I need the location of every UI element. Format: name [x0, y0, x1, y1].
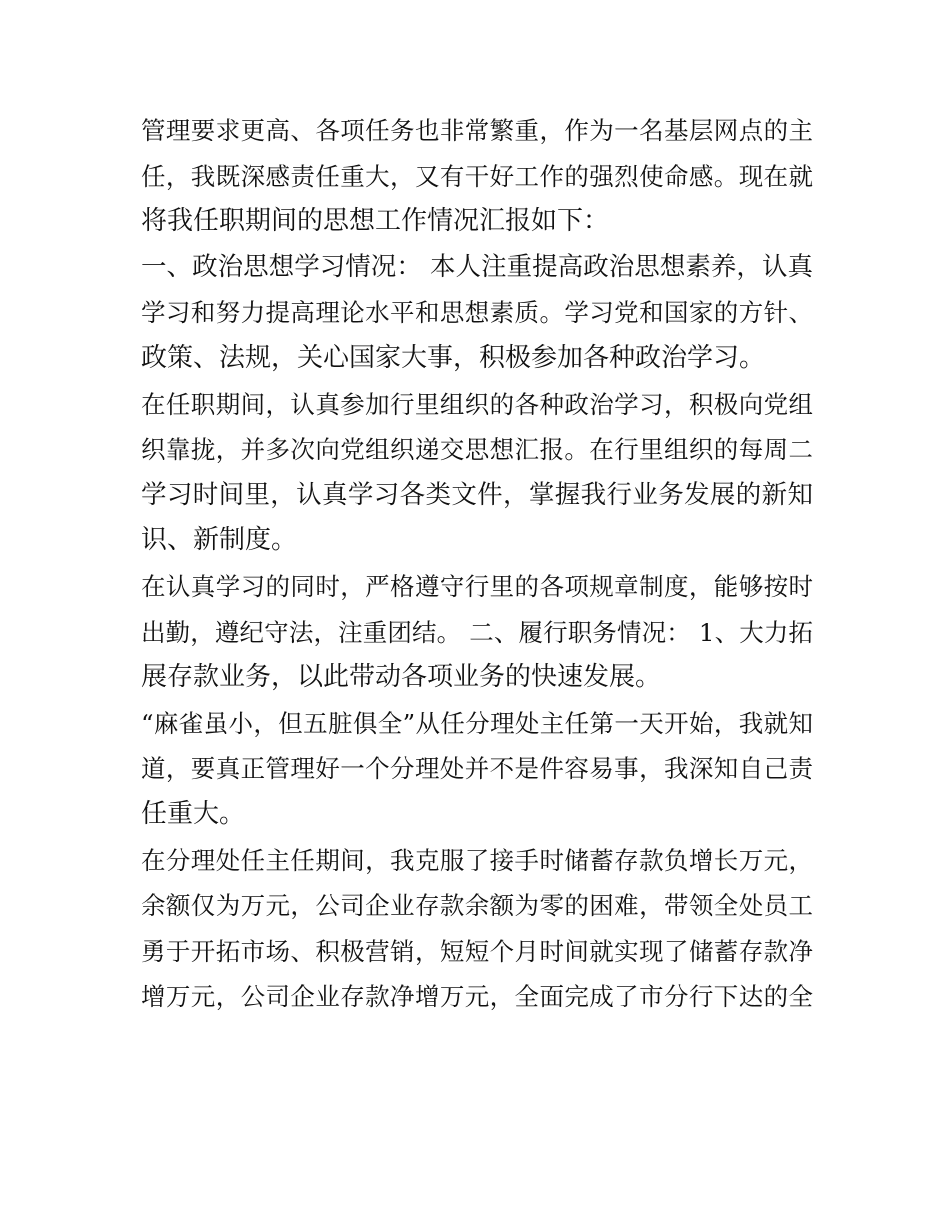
text-line: 一、政治思想学习情况： 本人注重提高政治思想素养，认真	[141, 251, 813, 282]
text-line: “麻雀虽小，但五脏俱全”从任分理处主任第一天开始，我就知	[141, 708, 813, 738]
text-line: 政策、法规，关心国家大事，积极参加各种政治学习。	[141, 342, 766, 373]
text-line: 出勤，遵纪守法，注重团结。 二、履行职务情况： 1、大力拓	[141, 617, 813, 647]
text-line: 学习时间里，认真学习各类文件，掌握我行业务发展的新知	[141, 479, 813, 510]
text-line: 学习和努力提高理论水平和思想素质。学习党和国家的方针、	[141, 298, 813, 328]
text-line: 在任职期间，认真参加行里组织的各种政治学习，积极向党组	[141, 389, 813, 419]
text-line: 增万元，公司企业存款净增万元，全面完成了市分行下达的全	[141, 982, 813, 1012]
text-line: 将我任职期间的思想工作情况汇报如下：	[141, 206, 610, 237]
document-body	[141, 108, 813, 1020]
text-line: 识、新制度。	[141, 525, 298, 556]
text-line: 在分理处任主任期间，我克服了接手时储蓄存款负增长万元，	[141, 845, 813, 875]
text-line: 道，要真正管理好一个分理处并不是件容易事，我深知自己责	[141, 754, 813, 784]
text-line: 勇于开拓市场、积极营销，短短个月时间就实现了储蓄存款净	[141, 936, 813, 966]
text-line: 余额仅为万元，公司企业存款余额为零的困难，带领全处员工	[141, 891, 813, 921]
text-line: 任重大。	[141, 798, 246, 829]
text-line: 任，我既深感责任重大，又有干好工作的强烈使命感。现在就	[141, 161, 813, 191]
text-line: 织靠拢，并多次向党组织递交思想汇报。在行里组织的每周二	[141, 435, 813, 465]
text-line: 管理要求更高、各项任务也非常繁重，作为一名基层网点的主	[141, 116, 813, 145]
text-line: 展存款业务，以此带动各项业务的快速发展。	[141, 662, 662, 693]
text-line: 在认真学习的同时，严格遵守行里的各项规章制度，能够按时	[141, 571, 813, 601]
